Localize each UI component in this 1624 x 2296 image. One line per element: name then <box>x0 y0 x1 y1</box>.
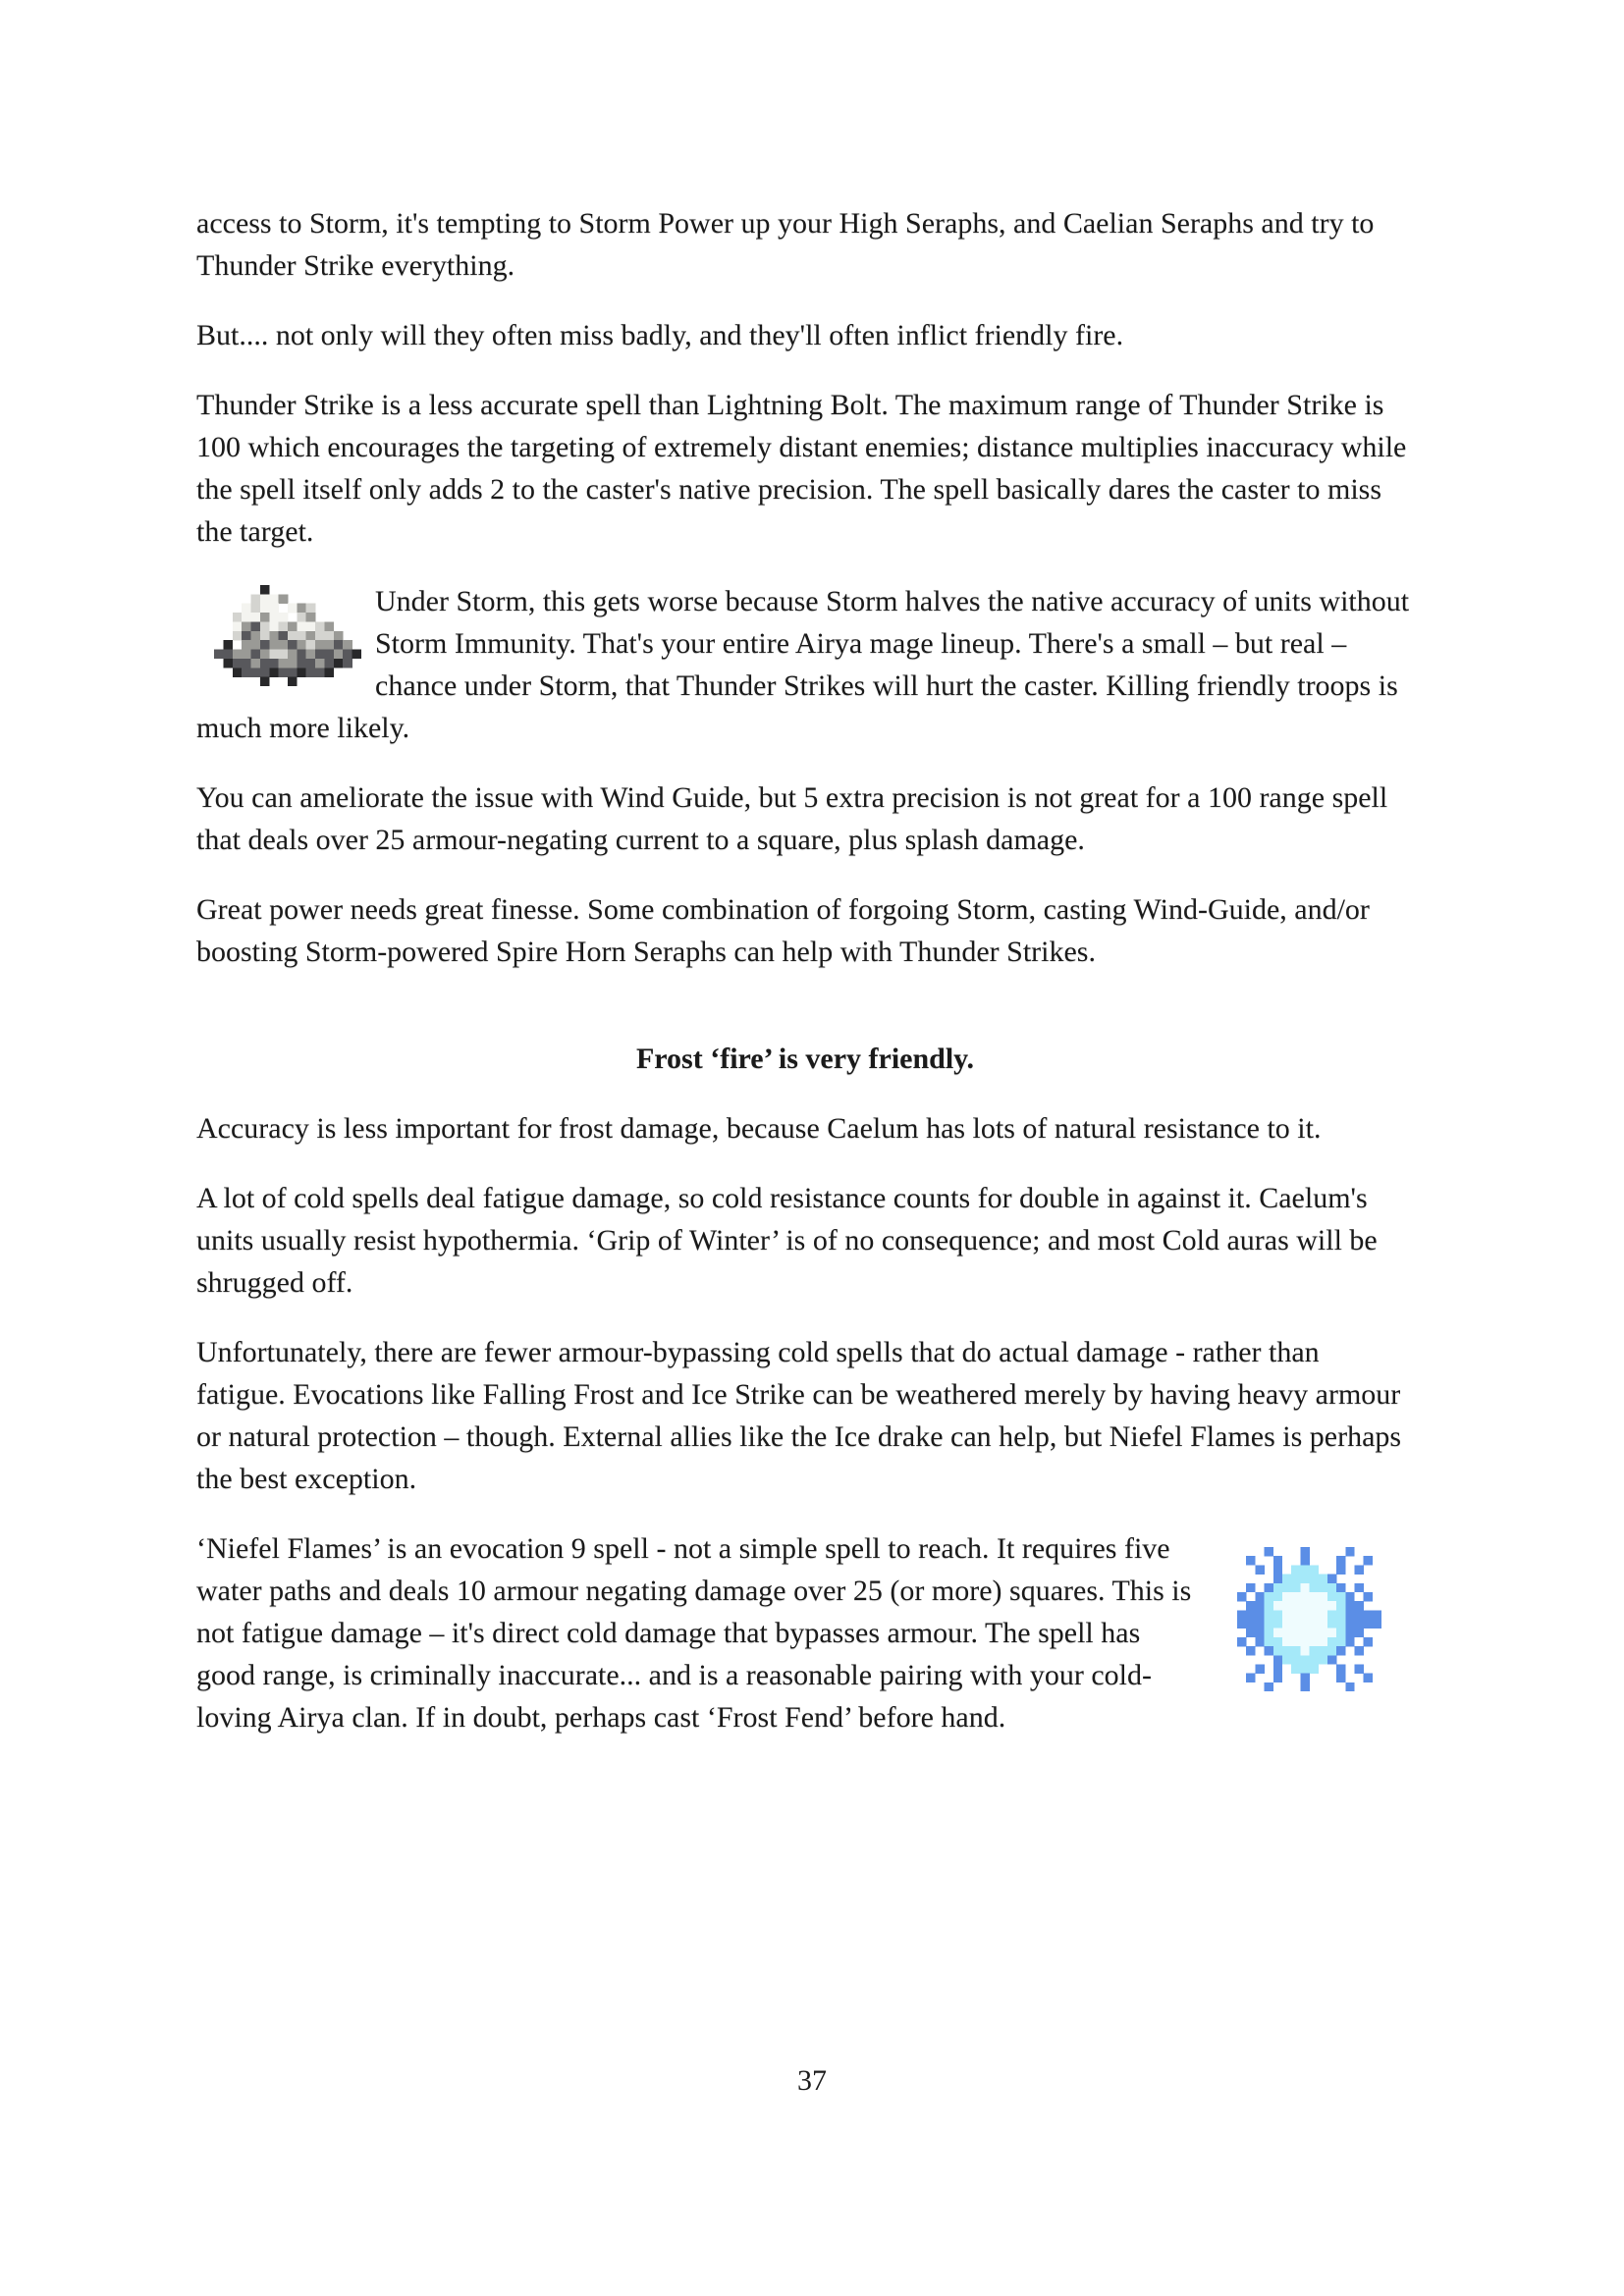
paragraph-under-storm <box>196 580 1414 749</box>
paragraph-cold-resistance: A lot of cold spells deal fatigue damage, so cold resistance counts for double in against it. Caelum's units usually resist hypothermia. ‘Grip of Winter’ is of no consequence; and most Cold auras will be shrugged off. <box>196 1182 1378 1299</box>
paragraph-wind-guide: You can ameliorate the issue with Wind Guide, but 5 extra precision is not great for a 100 range spell that deals over 25 armour-negating current to a square, plus splash damage. <box>196 781 1388 856</box>
paragraph-text-before-cloud: Under Storm, this gets worse because Storm halves the native accuracy of units <box>375 585 1312 617</box>
paragraph-thunder-strike: Thunder Strike is a less accurate spell than Lightning Bolt. The maximum range of Thunder Strike is 100 which encourages the targeting of extremely distant enemies; distance multiplies inaccuracy while the spell itself only adds 2 to the caster's native precision. The spell basically dares the caster to miss the target. <box>196 389 1407 548</box>
paragraph-cold-spells: Unfortunately, there are fewer armour-bypassing cold spells that do actual damage - rather than fatigue. Evocations like Falling Frost and Ice Strike can be weathered merely by having heavy armour or natural protection – though. External allies like the Ice drake can help, but Niefel Flames is perhaps the best exception. <box>196 1336 1402 1495</box>
paragraph-great-power: Great power needs great finesse. Some combination of forgoing Storm, casting Wind-Guide, and/or boosting Storm-powered Spire Horn Seraphs can help with Thunder Strikes. <box>196 893 1370 968</box>
page-body <box>196 202 1414 1738</box>
paragraph-text-after-cloud: without Storm Immunity. That's your entire Airya mage lineup. There's a small – but real – chance under Storm, that Thunder Strikes will hurt the caster. Killing friendly troops is much more likely. <box>196 585 1410 744</box>
section-heading: Frost ‘fire’ is very friendly. <box>635 1042 975 1075</box>
paragraph-accuracy: Accuracy is less important for frost damage, because Caelum has lots of natural resistance to it. <box>196 1112 1322 1145</box>
page-number: 37 <box>797 2064 827 2097</box>
paragraph-friendly-fire: But.... not only will they often miss badly, and they'll often inflict friendly fire. <box>196 319 1124 351</box>
paragraph-storm-power: access to Storm, it's tempting to Storm Power up your High Seraphs, and Caelian Seraphs and try to Thunder Strike everything. <box>196 207 1375 282</box>
snowflake-image <box>1237 1547 1381 1691</box>
paragraph-text-niefel: ‘Niefel Flames’ is an evocation 9 spell - not a simple spell to reach. It requires five water paths and deals 10 armour negating damage over 25 (or more) squares. This is not fatigue damage – it's direct cold damage that bypasses armour. The spell has good range, is criminally inaccurate... and is a reasonable pairing with your cold-loving Airya clan. If in doubt, perhaps cast ‘Frost Fend’ before hand. <box>196 1532 1192 1734</box>
storm-cloud-image <box>214 585 361 686</box>
paragraph-niefel-flames <box>196 1527 1414 1738</box>
